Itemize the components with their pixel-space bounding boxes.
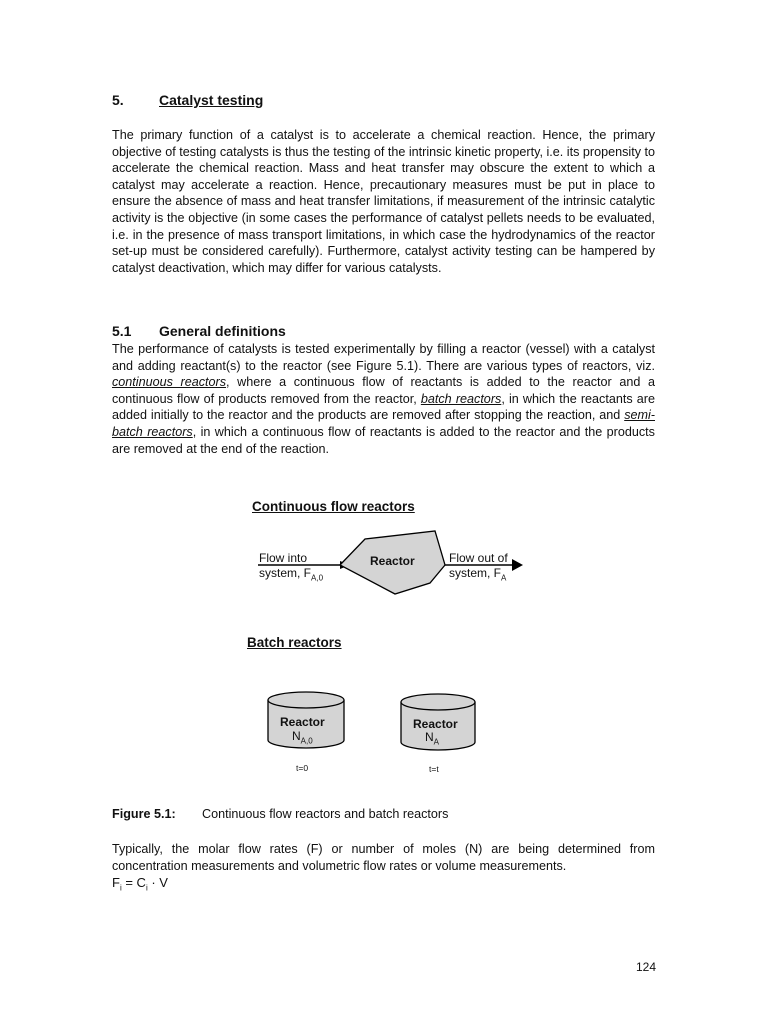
section-number: 5. <box>112 92 124 108</box>
flow-rate-equation <box>112 875 168 893</box>
outflow-arrowhead <box>512 559 523 571</box>
intro-paragraph: The primary function of a catalyst is to accelerate a chemical reaction. Hence, the primary objective of testing catalysts is thus the testing of the intrinsic kinetic property, i.e. its propensity to accelerate the chemical reaction. Mass and heat transfer may obscure the extent to which a catalyst may accelerate a reaction. Hence, precautionary measures must be put in place to ensure the absence of mass and heat transfer limitations, if measurement of the intrinsic catalytic activity is the objective (in some cases the performance of catalyst pellets needs to be evaluated, i.e. in the presence of mass transport limitations, in which case the hydrodynamics of the reactor set-up must be considered carefully). Furthermore, catalyst activity testing can be hampered by catalyst deactivation, which may differ for various catalysts. <box>112 128 655 275</box>
flow-out-subscript: A <box>501 573 507 583</box>
term-semi-batch-reactors: semi-batch reactors <box>112 408 655 439</box>
section-heading <box>112 92 263 108</box>
figure-caption <box>112 807 448 821</box>
flow-in-subscript: A,0 <box>311 573 324 583</box>
batch2-reactor-label: Reactor <box>413 717 458 731</box>
definitions-paragraph <box>112 341 655 457</box>
batch2-variable <box>425 730 439 749</box>
flow-out-line2: system, F <box>449 566 502 580</box>
equation-lhs-sub: i <box>119 883 122 893</box>
definitions-text-4: , in which a continuous flow of reactants is added to the reactor and the products are removed at the end of the reaction. <box>112 424 655 456</box>
flow-out-line1: Flow out of <box>449 551 508 565</box>
page-number: 124 <box>636 960 657 974</box>
caption-label: Figure 5.1: <box>112 807 176 821</box>
definitions-text-1: The performance of catalysts is tested experimentally by filling a reactor (vessel) with a catalyst and adding reactant(s) to the reactor (see Figure 5.1). There are various types of reactors, viz. <box>112 342 655 373</box>
subsection-title: General definitions <box>159 323 286 339</box>
batch2-time: t=t <box>429 764 439 774</box>
batch2-subscript: A <box>433 737 440 747</box>
batch1-subscript: A,0 <box>300 736 313 746</box>
equation-c-sub: i <box>145 883 148 893</box>
subsection-number: 5.1 <box>112 323 132 339</box>
continuous-figure-title: Continuous flow reactors <box>252 499 415 514</box>
batch1-time: t=0 <box>296 763 309 773</box>
definitions-text-3: , in which the reactants are added initially to the reactor and the products are removed after stopping the reaction, and <box>112 391 655 423</box>
reactor-label: Reactor <box>370 554 415 568</box>
closing-paragraph: Typically, the molar flow rates (F) or number of moles (N) are being determined from concentration measurements and volumetric flow rates or volume measurements. <box>112 842 655 873</box>
definitions-text-2: , where a continuous flow of reactants is added to the reactor and a continuous flow of products removed from the reactor, <box>112 375 655 406</box>
equation-c: = C <box>121 875 146 890</box>
flow-in-line2: system, F <box>259 566 312 580</box>
flow-out-label <box>449 551 508 585</box>
batch1-var: N <box>292 729 301 743</box>
equation-lhs: F <box>112 875 120 890</box>
batch1-variable <box>292 729 313 748</box>
batch-figure-title: Batch reactors <box>247 635 342 650</box>
term-continuous-reactors: continuous reactors <box>112 375 227 390</box>
batch2-var: N <box>425 730 434 744</box>
term-batch-reactors: batch reactors <box>420 391 502 406</box>
flow-in-line1: Flow into <box>259 551 308 565</box>
section-title: Catalyst testing <box>159 92 264 108</box>
caption-text: Continuous flow reactors and batch reactors <box>202 807 449 821</box>
flow-in-label <box>259 551 323 585</box>
equation-rhs: · V <box>147 875 168 890</box>
subsection-heading <box>112 323 286 339</box>
batch1-reactor-label: Reactor <box>280 715 325 729</box>
